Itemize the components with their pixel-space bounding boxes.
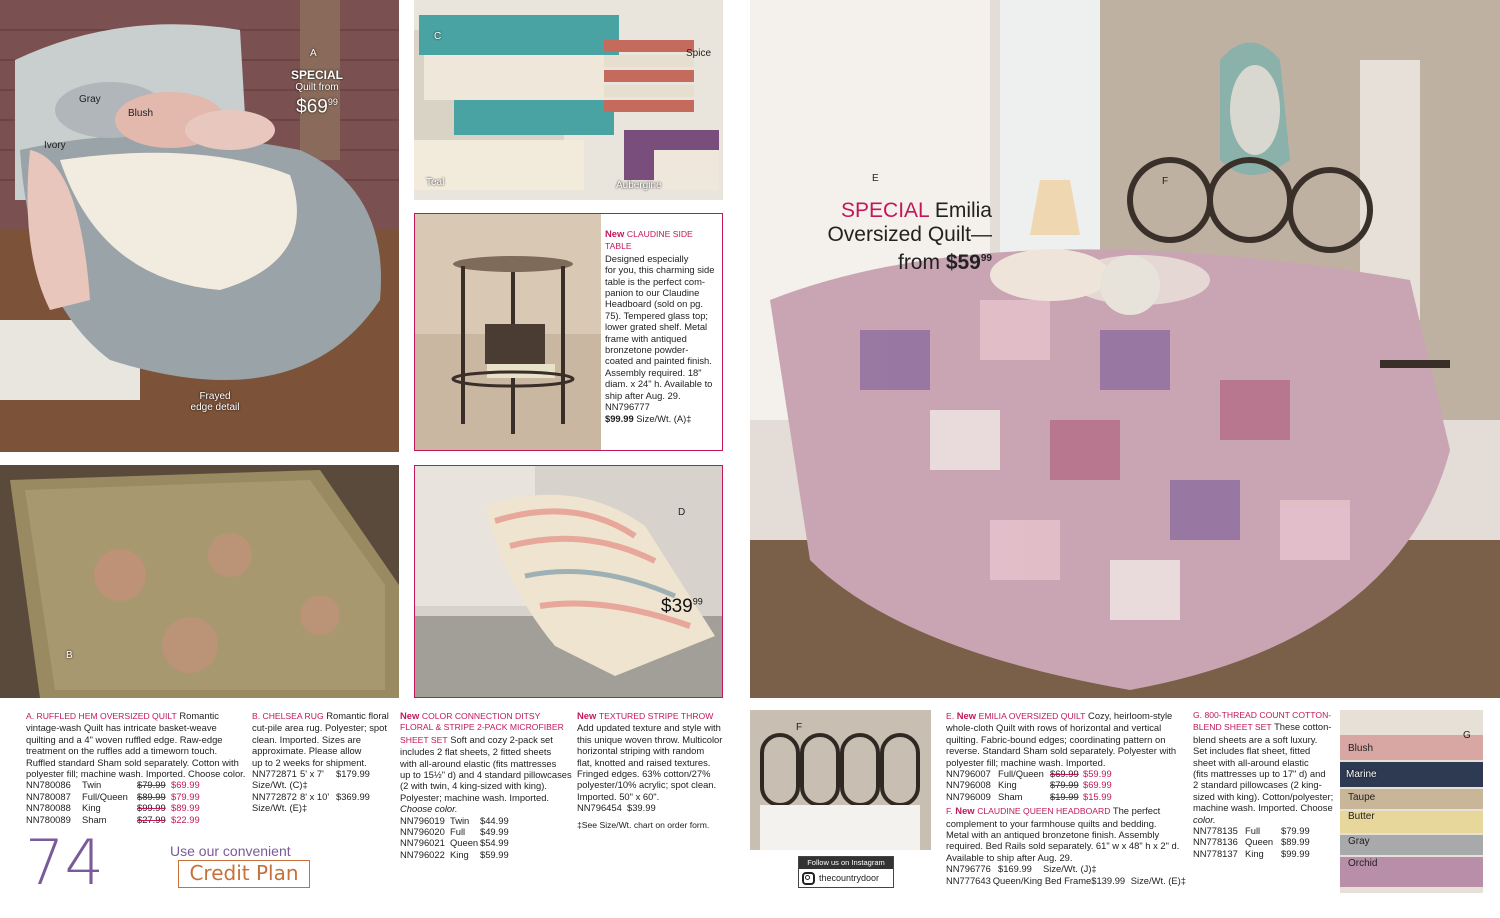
desc-line: sheet with all-around elastic: [1193, 756, 1309, 768]
color-aubergine-label: Aubergine: [616, 180, 662, 191]
desc-line: Add updated texture and style with: [577, 722, 721, 734]
photo-sheet-sets: [414, 0, 723, 200]
price-row: [946, 768, 1186, 779]
sku: NN780089: [26, 813, 71, 825]
desc-line: ship after Aug. 29.: [605, 389, 681, 401]
side-table-box: [414, 213, 723, 451]
item-letter-d: D: [678, 507, 686, 518]
sale-price: $79.99: [171, 790, 200, 802]
size-weight: Size/Wt. (J)‡: [1043, 863, 1097, 875]
item-letter-a: A: [310, 48, 317, 59]
desc-line: Fringed edges. 63% cotton/27%: [577, 768, 711, 780]
side-table-description: [605, 228, 721, 424]
desc-line: (2 with twin, 4 king-sized with king).: [400, 780, 547, 792]
price: $54.99: [480, 837, 509, 849]
price-row: [26, 779, 246, 790]
sku: NN796019: [400, 814, 445, 826]
price-row: [26, 814, 246, 825]
product-name: EMILIA OVERSIZED QUILT: [978, 711, 1086, 721]
old-price: $79.99: [137, 779, 166, 791]
price: $79.99: [1281, 825, 1310, 837]
price: $139.99: [1091, 874, 1126, 886]
sku: NN796008: [946, 779, 991, 791]
product-name: G. 800-THREAD COUNT COTTON-: [1193, 710, 1332, 720]
price-row: [1193, 836, 1335, 847]
size: Queen: [1245, 836, 1274, 848]
sale-price: $69.99: [171, 779, 200, 791]
frayed-edge-caption: [180, 391, 250, 413]
desc-line: this unique woven throw. Multicolor: [577, 733, 723, 745]
old-price: $69.99: [1050, 768, 1079, 780]
price-cents: 99: [692, 596, 703, 607]
size-weight: Size/Wt. (C)‡: [252, 779, 308, 791]
desc-line: Ruffled standard Sham sold separately. Cotton with: [26, 756, 239, 768]
product-name: CLAUDINE SIDE TABLE: [605, 229, 693, 252]
desc-line: quilting and a 4" woven ruffled edge. Raw-edge: [26, 733, 223, 745]
price: $179.99: [336, 768, 370, 780]
product-name: B. CHELSEA RUG: [252, 711, 324, 721]
credit-plan-button[interactable]: Credit Plan: [178, 860, 310, 888]
old-price: $19.99: [1050, 790, 1079, 802]
photo-stripe-throw: [414, 465, 723, 698]
instagram-handle: thecountrydoor: [819, 873, 880, 883]
color-teal-label: Teal: [426, 177, 445, 188]
credit-plan-label: Use our convenient: [170, 843, 291, 859]
size: King: [1245, 847, 1264, 859]
photo-chelsea-rug: [0, 465, 399, 698]
sku: NN796777: [605, 401, 650, 413]
desc-line: Designed especially: [605, 252, 689, 264]
color-marine-label: Marine: [1346, 769, 1377, 780]
price: $59.99: [480, 848, 509, 860]
item-letter-g: G: [1463, 730, 1471, 741]
special-price-badge: [282, 68, 352, 116]
item-letter-f: F: [1162, 176, 1169, 187]
desc-line: These cotton-: [1274, 721, 1332, 733]
desc-line: whole-cloth Quilt with rows of horizontal and vertical: [946, 722, 1162, 734]
desc-chelsea-rug: [252, 710, 394, 814]
desc-800-thread-sheets: [1193, 710, 1335, 859]
price-row: [946, 779, 1186, 790]
page-number: 74: [25, 826, 104, 899]
size: Queen/King Bed Frame: [992, 874, 1092, 886]
desc-line: up to 2 weeks for shipment.: [252, 756, 367, 768]
price-row: [400, 849, 572, 860]
color-gray-label: Gray: [1348, 836, 1370, 847]
price-row: [252, 791, 394, 802]
sale-price: $89.99: [171, 802, 200, 814]
sku: NN796020: [400, 826, 445, 838]
instagram-follow-text: Follow us on Instagram: [799, 857, 893, 869]
desc-line: blend sheets are a soft luxury.: [1193, 733, 1318, 745]
special-label: SPECIAL: [841, 199, 929, 222]
new-badge: New: [956, 710, 977, 721]
size: Full: [450, 826, 466, 838]
desc-line: polyester fill; machine wash. Imported. Choose color.: [26, 768, 246, 780]
color-butter-label: Butter: [1348, 811, 1375, 822]
desc-line: for you, this charming side: [605, 264, 715, 276]
price-dollars: $39: [661, 596, 693, 617]
desc-stripe-throw: [577, 710, 737, 831]
emilia-bedroom-illustration: [750, 0, 1500, 698]
desc-line: complement to your farmhouse quilts and bedding.: [946, 817, 1157, 829]
desc-line: Headboard (sold on pg.: [605, 298, 703, 310]
sku: NN796007: [946, 768, 991, 780]
new-badge: New: [605, 228, 625, 239]
desc-line: polyester fill; machine wash. Imported.: [946, 756, 1106, 768]
desc-line: Assembly required. 18": [605, 366, 702, 378]
desc-line: 75). Tempered glass top;: [605, 309, 709, 321]
frayed-line2: edge detail: [190, 402, 240, 413]
product-name: FLORAL & STRIPE 2-PACK MICROFIBER: [400, 722, 564, 733]
desc-line: Romantic floral: [326, 710, 389, 721]
item-letter-b: B: [66, 650, 73, 661]
old-price: $79.99: [1050, 779, 1079, 791]
price-row: [400, 815, 572, 826]
oversized-quilt-line: Oversized Quilt—: [827, 223, 992, 246]
sku: NN772871: [252, 768, 297, 780]
price-row: [400, 826, 572, 837]
desc-line: color.: [1193, 813, 1216, 825]
price: $49.99: [480, 826, 509, 838]
photo-ruffled-quilt: [0, 0, 399, 452]
frayed-line1: Frayed: [199, 391, 231, 402]
sku: NN778136: [1193, 836, 1238, 848]
sku: NN780088: [26, 802, 71, 814]
size: King: [82, 802, 101, 814]
desc-line: required. Bed Rails sold separately. 61" w x 48" h x 2" d.: [946, 840, 1180, 852]
size: Full/Queen: [998, 768, 1044, 780]
price-dollars: $59: [945, 251, 981, 274]
desc-line: polyester/10% acrylic; spot clean.: [577, 779, 717, 791]
desc-line: approximate. Please allow: [252, 745, 362, 757]
price: $44.99: [480, 814, 509, 826]
desc-line: Available to ship after Aug. 29.: [946, 851, 1073, 863]
price-cents: 99: [980, 253, 992, 264]
price-row: [252, 768, 394, 779]
special-label: SPECIAL: [290, 68, 343, 82]
size: 8' x 10': [300, 790, 330, 802]
size-weight: Size/Wt. (E)‡: [252, 802, 308, 814]
photo-emilia-quilt: [750, 0, 1500, 698]
size: Twin: [82, 779, 102, 791]
desc-line: vintage-wash Quilt has intricate basket-weave: [26, 722, 217, 734]
desc-line: Polyester; machine wash. Imported.: [400, 791, 550, 803]
size-chart-note: ‡See Size/Wt. chart on order form.: [577, 819, 710, 830]
sku: NN772872: [252, 790, 297, 802]
desc-emilia-quilt: E. New EMILIA OVERSIZED QUILT Cozy, heirloom-style whole-cloth Quilt with rows of horizontal and vertical quilting. Fabric-bound edges; coordinating pattern on reverse. Standard Sham sold separately. Polyester with polyester fill; machine wash. Imported. NN796007 Full/Queen $69.99 $59.99 NN796008 King $79.99 $69.99 NN796009 Sham $19.99 $15.99 F. New CLAUDINE QUEEN HEADBOARD The perfect complement to your farmhouse quilts and bedding. Metal with an antiqued bronzetone finish. Assembly required. Bed Rails sold separately. 61" w x 48" h x 2" d. Available to ship after Aug. 29. NN796776 $169.99 Size/Wt. (J)‡ NN777643 Queen/King Bed Frame $139.99 Size/Wt. (E)‡: [946, 710, 1186, 886]
product-name: A. RUFFLED HEM OVERSIZED QUILT: [26, 711, 177, 721]
desc-line: reverse. Standard Sham sold separately. Polyester with: [946, 745, 1177, 757]
product-name: BLEND SHEET SET: [1193, 722, 1272, 733]
color-blush-label: Blush: [1348, 743, 1374, 754]
new-badge: New: [955, 805, 975, 817]
product-name: TEXTURED STRIPE THROW: [598, 711, 714, 721]
desc-line: frame with antiqued: [605, 332, 687, 344]
photo-headboard: [750, 710, 931, 850]
desc-line: lower grated shelf. Metal: [605, 321, 708, 333]
desc-line: clean. Imported. Sizes are: [252, 733, 361, 745]
instagram-icon: [802, 872, 815, 885]
rug-illustration: [0, 465, 399, 698]
desc-line: cut-pile area rug. Polyester; spot: [252, 722, 387, 734]
desc-line: diam. x 24" h. Available to: [605, 378, 713, 390]
sku: NN796009: [946, 790, 991, 802]
desc-line: panion to our Claudine: [605, 287, 700, 299]
sku: NN777643: [946, 874, 991, 886]
color-spice-label: Spice: [686, 48, 712, 59]
price-row: [577, 802, 737, 813]
price: $89.99: [1281, 836, 1310, 848]
price-cents: 99: [327, 97, 338, 107]
desc-line: (fits mattresses up to 17" d) and: [1193, 768, 1326, 780]
desc-line: Metal with an antiqued bronzetone finish. Assembly: [946, 829, 1160, 841]
new-badge: New: [400, 710, 420, 721]
desc-sheet-set: [400, 710, 572, 860]
color-gray-label: Gray: [79, 94, 101, 105]
price-row: [1193, 848, 1335, 859]
size: Twin: [450, 814, 470, 826]
sheet-stack-illustration: [414, 0, 723, 200]
desc-line: coated and painted finish.: [605, 355, 712, 367]
price-row: [946, 863, 1186, 874]
product-name: CLAUDINE QUEEN HEADBOARD: [977, 806, 1111, 817]
instagram-badge[interactable]: [798, 856, 894, 888]
sku: NN778135: [1193, 825, 1238, 837]
emilia-name: Emilia: [934, 199, 992, 222]
size: King: [998, 779, 1017, 791]
product-name: SHEET SET: [400, 734, 448, 745]
throw-illustration: [415, 466, 723, 698]
sale-price: $59.99: [1083, 768, 1112, 780]
sale-price: $69.99: [1083, 779, 1112, 791]
size: Queen: [450, 837, 479, 849]
desc-line: horizontal striping with random: [577, 745, 705, 757]
size: Full: [1245, 825, 1261, 837]
sku: NN780087: [26, 790, 71, 802]
color-blush-label: Blush: [128, 108, 154, 119]
color-taupe-label: Taupe: [1348, 792, 1376, 803]
throw-price: [661, 596, 703, 618]
desc-line: flat, knotted and raised textures.: [577, 756, 711, 768]
sale-price: $15.99: [1083, 790, 1112, 802]
color-ivory-label: Ivory: [44, 140, 66, 151]
price: $39.99: [627, 802, 656, 814]
desc-line: bronzetone powder-: [605, 344, 689, 356]
sku: NN796022: [400, 848, 445, 860]
price-row: [1193, 825, 1335, 836]
color-orchid-label: Orchid: [1348, 858, 1378, 869]
sale-price: $22.99: [171, 813, 200, 825]
desc-line: up to 15½" d) and 4 standard pillowcases: [400, 769, 572, 781]
sku: NN780086: [26, 779, 71, 791]
old-price: $89.99: [137, 790, 166, 802]
desc-line: Romantic: [179, 710, 219, 721]
from-label: from: [897, 251, 940, 274]
size: King: [450, 848, 469, 860]
desc-line: treatment on the ruffles add a timeworn touch.: [26, 745, 218, 757]
price-row: [26, 791, 246, 802]
desc-line: The perfect: [1112, 805, 1161, 817]
item-letter-f: F: [796, 722, 803, 733]
desc-line: Imported. 50" x 60".: [577, 790, 660, 802]
price: $99.99: [1281, 847, 1310, 859]
desc-line: quilting. Fabric-bound edges; coordinating pattern on: [946, 733, 1166, 745]
price-row: [946, 875, 1186, 886]
desc-line: with all-around elastic (fits mattresses: [400, 757, 557, 769]
side-table-illustration: [415, 214, 601, 450]
desc-line: Soft and cozy 2-pack set: [450, 733, 553, 745]
product-name: COLOR CONNECTION DITSY: [421, 711, 541, 721]
old-price: $27.99: [137, 813, 166, 825]
special-emilia-headline: [792, 199, 992, 275]
price-row: [946, 791, 1186, 802]
desc-line: includes 2 flat sheets, 2 fitted sheets: [400, 746, 552, 758]
price-dollars: $69: [296, 96, 328, 118]
desc-line: Cozy, heirloom-style: [1088, 710, 1173, 721]
sku: NN796021: [400, 837, 445, 849]
photo-800-thread-sheets: [1340, 710, 1483, 893]
price: $369.99: [336, 790, 370, 802]
desc-line: sized with king). Cotton/polyester;: [1193, 790, 1334, 802]
size-weight: Size/Wt. (A)‡: [636, 412, 692, 424]
old-price: $99.99: [137, 802, 166, 814]
desc-line: 2 standard pillowcases (2 king-: [1193, 779, 1322, 791]
sku: NN796454: [577, 802, 622, 814]
size: 5' x 7': [300, 768, 324, 780]
desc-line: Set includes flat sheet, fitted: [1193, 745, 1311, 757]
price: $169.99: [998, 863, 1032, 875]
price-row: [26, 802, 246, 813]
size-weight: Size/Wt. (E)‡: [1130, 874, 1186, 886]
price: $99.99: [605, 412, 634, 424]
desc-line: machine wash. Imported. Choose: [1193, 802, 1333, 814]
size: Sham: [82, 813, 107, 825]
size: Sham: [998, 790, 1023, 802]
headboard-illustration: [750, 710, 931, 850]
desc-line: Choose color.: [400, 803, 458, 815]
sku: NN778137: [1193, 847, 1238, 859]
new-badge: New: [577, 710, 597, 721]
size: Full/Queen: [82, 790, 128, 802]
item-letter-c: C: [434, 31, 442, 42]
desc-line: table is the perfect com-: [605, 275, 706, 287]
quilt-from-label: Quilt from: [295, 82, 339, 93]
price-row: [400, 837, 572, 848]
item-letter-e: E: [872, 173, 879, 184]
desc-ruffled-quilt: [26, 710, 246, 825]
sku: NN796776: [946, 863, 991, 875]
